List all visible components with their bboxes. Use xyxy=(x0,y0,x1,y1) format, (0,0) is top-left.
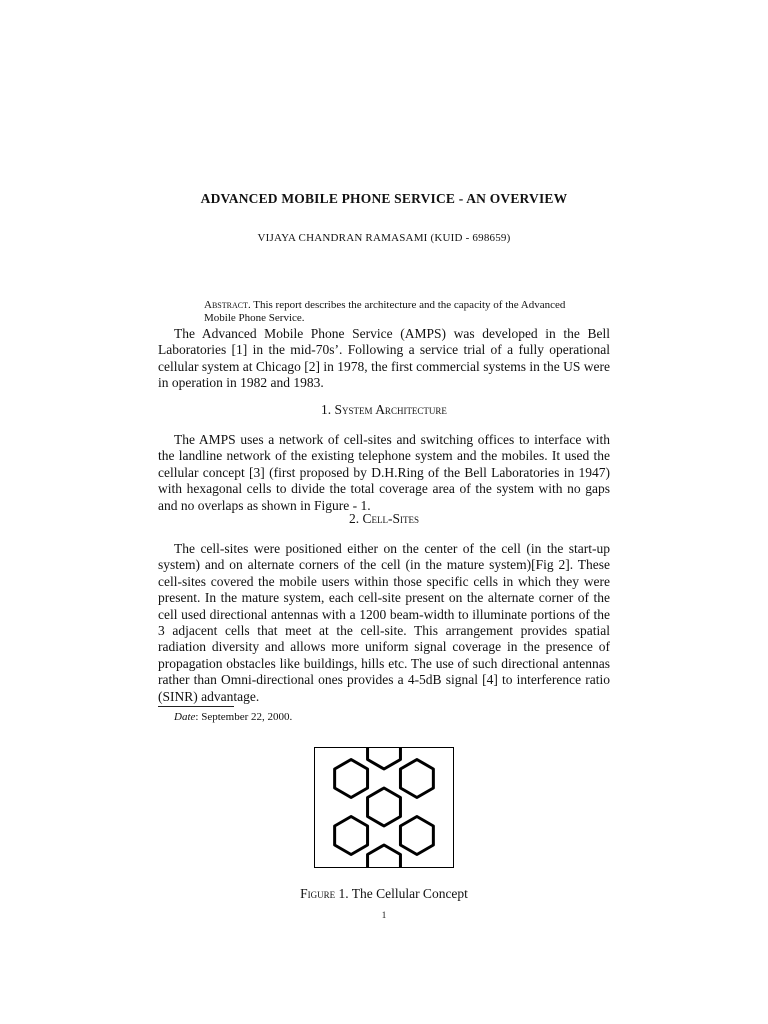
section-title: System Architecture xyxy=(334,402,447,417)
paper-author: VIJAYA CHANDRAN RAMASAMI (KUID - 698659) xyxy=(257,232,511,244)
footnote-rule xyxy=(158,706,234,707)
abstract-text: This report describes the architecture and the capacity of the Advanced Mobile Phone Service. xyxy=(204,299,566,324)
hexagon-cell-5 xyxy=(335,817,368,855)
figure-label: Figure 1. xyxy=(300,886,349,901)
section-title: Cell-Sites xyxy=(362,511,419,526)
intro-text: The Advanced Mobile Phone Service (AMPS) was developed in the Bell Laboratories [1] in the mid-70s’. Following a service trial of a fully operational cellular system at Chicago [2] in 1978, the first commercial systems in the US were in operation in 1982 and 1983. xyxy=(158,326,610,391)
hexagon-cell-7 xyxy=(368,845,401,867)
hexagon-cell-4 xyxy=(368,788,401,826)
section-cell-sites xyxy=(158,541,610,705)
section-system-architecture xyxy=(158,432,610,514)
hexagon-cell-1 xyxy=(368,748,401,769)
figure-box xyxy=(314,747,454,868)
section-heading-system-architecture xyxy=(0,402,768,418)
hexagon-cell-3 xyxy=(400,760,433,798)
abstract-label: Abstract. xyxy=(204,299,251,311)
hexagon-cell-6 xyxy=(400,817,433,855)
figure-caption xyxy=(0,886,768,902)
footnote-label: Date xyxy=(174,711,196,723)
footnote-text: : September 22, 2000. xyxy=(195,711,293,723)
section-paragraph: The AMPS uses a network of cell-sites and switching offices to interface with the landline network of the existing telephone system and the mobiles. It used the cellular concept [3] (first proposed by D.H.Ring of the Bell Laboratories in 1947) with hexagonal cells to divide the total coverage area of the system with no gaps and no overlaps as shown in Figure - 1. xyxy=(158,432,610,513)
abstract xyxy=(204,299,576,325)
section-heading-cell-sites xyxy=(0,511,768,527)
section-number: 2. xyxy=(349,511,360,526)
intro-paragraph xyxy=(158,326,610,392)
section-paragraph: The cell-sites were positioned either on the center of the cell (in the start-up system) and on alternate corners of the cell (in the mature system)[Fig 2]. These cell-sites covered the mobile users within those specific cells in which they were present. In the mature system, each cell-site present on the alternate corner of the cell used directional antennas with a 1200 beam-width to illuminate portions of the 3 adjacent cells that meet at the cell-site. This arrangement provides spatial radiation diversity and allows more uniform signal coverage in the presence of propagation obstacles like buildings, hills etc. The use of such directional antennas rather than Omni-directional ones provides a 4-5dB signal [4] to interference ratio (SINR) advantage. xyxy=(158,541,610,704)
footnote xyxy=(174,711,292,723)
paper-title: ADVANCED MOBILE PHONE SERVICE - AN OVERVIEW xyxy=(200,191,568,206)
figure-caption-text: The Cellular Concept xyxy=(348,886,468,901)
hexagon-figure xyxy=(315,748,453,867)
section-number: 1. xyxy=(321,402,332,417)
hexagon-cell-2 xyxy=(335,760,368,798)
page-number: 1 xyxy=(381,910,387,920)
